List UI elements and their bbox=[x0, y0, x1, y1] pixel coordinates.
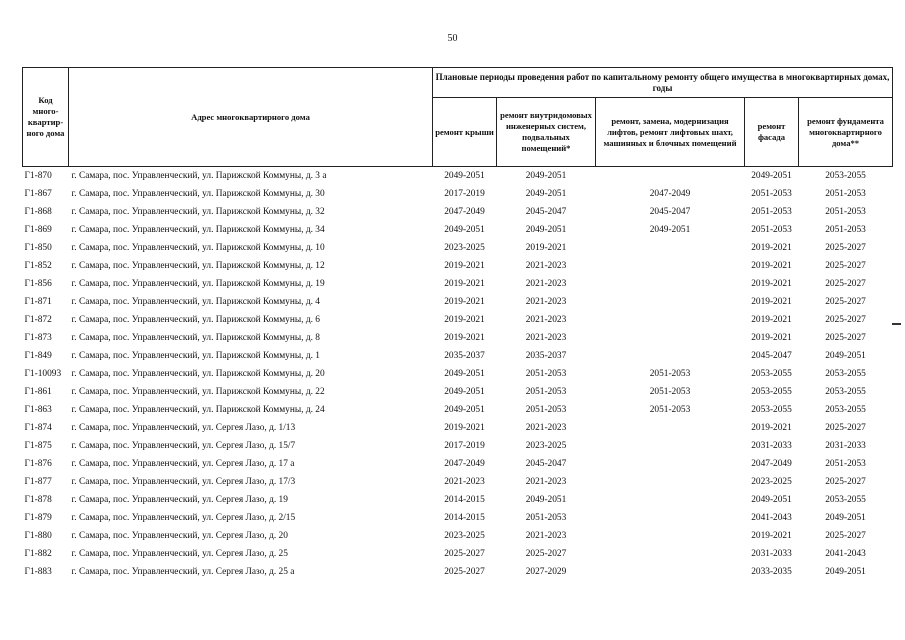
roof-period: 2017-2019 bbox=[444, 189, 485, 199]
systems-period: 2021-2023 bbox=[525, 333, 567, 343]
facade-period: 2053-2055 bbox=[751, 387, 792, 397]
house-address: г. Самара, пос. Управленческий, ул. Парижской Коммуны, д. 3 а bbox=[71, 171, 327, 181]
foundation-period: 2041-2043 bbox=[825, 549, 866, 559]
header-lifts: ремонт, замена, модернизация лифтов, ремонт лифтовых шахт, машинных и блочных помещений bbox=[596, 98, 745, 167]
lifts-period: 2047-2049 bbox=[649, 189, 691, 199]
lifts-period bbox=[596, 437, 745, 455]
house-address: г. Самара, пос. Управленческий, ул. Парижской Коммуны, д. 24 bbox=[71, 405, 325, 415]
house-address: г. Самара, пос. Управленческий, ул. Сергея Лазо, д. 17/3 bbox=[71, 477, 296, 487]
house-code: Г1-883 bbox=[24, 567, 52, 577]
facade-period: 2031-2033 bbox=[751, 549, 792, 559]
house-address: г. Самара, пос. Управленческий, ул. Парижской Коммуны, д. 8 bbox=[71, 333, 320, 343]
house-address: г. Самара, пос. Управленческий, ул. Сергея Лазо, д. 25 bbox=[71, 549, 288, 559]
table-row bbox=[23, 545, 893, 563]
systems-period: 2051-2053 bbox=[525, 387, 567, 397]
foundation-period: 2049-2051 bbox=[825, 567, 866, 577]
facade-period: 2031-2033 bbox=[751, 441, 792, 451]
table-row bbox=[23, 293, 893, 311]
lifts-period bbox=[596, 509, 745, 527]
house-address: г. Самара, пос. Управленческий, ул. Парижской Коммуны, д. 12 bbox=[71, 261, 325, 271]
facade-period: 2051-2053 bbox=[751, 225, 792, 235]
roof-period: 2023-2025 bbox=[444, 243, 485, 253]
systems-period: 2049-2051 bbox=[525, 495, 567, 505]
table-row bbox=[23, 419, 893, 437]
lifts-period bbox=[596, 275, 745, 293]
facade-period: 2019-2021 bbox=[751, 243, 792, 253]
header-roof: ремонт крыши bbox=[433, 98, 497, 167]
systems-period: 2023-2025 bbox=[525, 441, 567, 451]
house-address: г. Самара, пос. Управленческий, ул. Парижской Коммуны, д. 10 bbox=[71, 243, 325, 253]
foundation-period: 2051-2053 bbox=[825, 189, 866, 199]
lifts-period bbox=[596, 329, 745, 347]
roof-period: 2017-2019 bbox=[444, 441, 485, 451]
house-code: Г1-873 bbox=[24, 333, 52, 343]
lifts-period: 2045-2047 bbox=[649, 207, 691, 217]
systems-period: 2021-2023 bbox=[525, 297, 567, 307]
table-row bbox=[23, 239, 893, 257]
lifts-period bbox=[596, 491, 745, 509]
lifts-period bbox=[596, 293, 745, 311]
house-address: г. Самара, пос. Управленческий, ул. Парижской Коммуны, д. 20 bbox=[71, 369, 325, 379]
table-row bbox=[23, 383, 893, 401]
page-number: 50 bbox=[447, 33, 458, 44]
edge-mark bbox=[892, 323, 901, 325]
roof-period: 2049-2051 bbox=[444, 225, 485, 235]
table-row bbox=[23, 329, 893, 347]
roof-period: 2019-2021 bbox=[444, 261, 485, 271]
systems-period: 2027-2029 bbox=[525, 567, 567, 577]
header-facade: ремонт фасада bbox=[745, 98, 799, 167]
table-row bbox=[23, 527, 893, 545]
house-code: Г1-868 bbox=[24, 207, 52, 217]
house-code: Г1-876 bbox=[24, 459, 52, 469]
house-code: Г1-871 bbox=[24, 297, 52, 307]
house-address: г. Самара, пос. Управленческий, ул. Сергея Лазо, д. 25 а bbox=[71, 567, 295, 577]
facade-period: 2041-2043 bbox=[751, 513, 792, 523]
table-row bbox=[23, 167, 893, 186]
foundation-period: 2031-2033 bbox=[825, 441, 866, 451]
table-row bbox=[23, 473, 893, 491]
house-code: Г1-872 bbox=[24, 315, 52, 325]
systems-period: 2021-2023 bbox=[525, 531, 567, 541]
table-body bbox=[23, 167, 893, 582]
roof-period: 2049-2051 bbox=[444, 369, 485, 379]
facade-period: 2051-2053 bbox=[751, 189, 792, 199]
systems-period: 2051-2053 bbox=[525, 513, 567, 523]
house-code: Г1-867 bbox=[24, 189, 52, 199]
lifts-period bbox=[596, 563, 745, 581]
foundation-period: 2025-2027 bbox=[825, 261, 866, 271]
header-systems: ремонт внутридомовых инженерных систем, подвальных помещений* bbox=[497, 98, 596, 167]
roof-period: 2023-2025 bbox=[444, 531, 485, 541]
systems-period: 2021-2023 bbox=[525, 477, 567, 487]
roof-period: 2025-2027 bbox=[444, 567, 485, 577]
roof-period: 2049-2051 bbox=[444, 171, 485, 181]
foundation-period: 2053-2055 bbox=[825, 171, 866, 181]
house-code: Г1-877 bbox=[24, 477, 52, 487]
systems-period: 2051-2053 bbox=[525, 369, 567, 379]
roof-period: 2021-2023 bbox=[444, 477, 485, 487]
facade-period: 2019-2021 bbox=[751, 423, 792, 433]
table-row bbox=[23, 257, 893, 275]
foundation-period: 2025-2027 bbox=[825, 531, 866, 541]
foundation-period: 2025-2027 bbox=[825, 423, 866, 433]
roof-period: 2014-2015 bbox=[444, 513, 485, 523]
foundation-period: 2025-2027 bbox=[825, 477, 866, 487]
facade-period: 2049-2051 bbox=[751, 495, 792, 505]
roof-period: 2049-2051 bbox=[444, 387, 485, 397]
foundation-period: 2051-2053 bbox=[825, 225, 866, 235]
systems-period: 2035-2037 bbox=[525, 351, 567, 361]
house-address: г. Самара, пос. Управленческий, ул. Сергея Лазо, д. 15/7 bbox=[71, 441, 296, 451]
house-address: г. Самара, пос. Управленческий, ул. Сергея Лазо, д. 1/13 bbox=[71, 423, 296, 433]
house-code: Г1-10093 bbox=[24, 369, 62, 379]
facade-period: 2053-2055 bbox=[751, 405, 792, 415]
table-row bbox=[23, 347, 893, 365]
house-code: Г1-856 bbox=[24, 279, 52, 289]
house-code: Г1-869 bbox=[24, 225, 52, 235]
table-row bbox=[23, 203, 893, 221]
lifts-period bbox=[596, 239, 745, 257]
facade-period: 2023-2025 bbox=[751, 477, 792, 487]
table-row bbox=[23, 311, 893, 329]
lifts-period bbox=[596, 545, 745, 563]
roof-period: 2019-2021 bbox=[444, 333, 485, 343]
systems-period: 2049-2051 bbox=[525, 189, 567, 199]
lifts-period bbox=[596, 311, 745, 329]
lifts-period bbox=[596, 419, 745, 437]
foundation-period: 2025-2027 bbox=[825, 279, 866, 289]
foundation-period: 2025-2027 bbox=[825, 315, 866, 325]
foundation-period: 2051-2053 bbox=[825, 459, 866, 469]
lifts-period: 2049-2051 bbox=[649, 225, 691, 235]
lifts-period: 2051-2053 bbox=[649, 387, 691, 397]
house-code: Г1-880 bbox=[24, 531, 52, 541]
foundation-period: 2053-2055 bbox=[825, 369, 866, 379]
header-foundation: ремонт фундамента многоквартирного дома** bbox=[799, 98, 893, 167]
house-code: Г1-861 bbox=[24, 387, 52, 397]
house-address: г. Самара, пос. Управленческий, ул. Парижской Коммуны, д. 32 bbox=[71, 207, 325, 217]
systems-period: 2049-2051 bbox=[525, 225, 567, 235]
facade-period: 2051-2053 bbox=[751, 207, 792, 217]
header-code: Код много-квартир-ного дома bbox=[23, 68, 69, 167]
systems-period: 2021-2023 bbox=[525, 423, 567, 433]
house-address: г. Самара, пос. Управленческий, ул. Парижской Коммуны, д. 22 bbox=[71, 387, 325, 397]
roof-period: 2014-2015 bbox=[444, 495, 485, 505]
roof-period: 2019-2021 bbox=[444, 423, 485, 433]
lifts-period bbox=[596, 527, 745, 545]
house-code: Г1-879 bbox=[24, 513, 52, 523]
facade-period: 2019-2021 bbox=[751, 333, 792, 343]
facade-period: 2049-2051 bbox=[751, 171, 792, 181]
roof-period: 2035-2037 bbox=[444, 351, 485, 361]
roof-period: 2025-2027 bbox=[444, 549, 485, 559]
house-address: г. Самара, пос. Управленческий, ул. Парижской Коммуны, д. 19 bbox=[71, 279, 325, 289]
facade-period: 2019-2021 bbox=[751, 531, 792, 541]
header-address: Адрес многоквартирного дома bbox=[69, 68, 433, 167]
header-planned-periods: Плановые периоды проведения работ по капитальному ремонту общего имущества в многоквартирных домах, годы bbox=[433, 68, 893, 98]
facade-period: 2053-2055 bbox=[751, 369, 792, 379]
lifts-period: 2051-2053 bbox=[649, 369, 691, 379]
house-address: г. Самара, пос. Управленческий, ул. Сергея Лазо, д. 19 bbox=[71, 495, 288, 505]
facade-period: 2019-2021 bbox=[751, 279, 792, 289]
foundation-period: 2053-2055 bbox=[825, 495, 866, 505]
systems-period: 2021-2023 bbox=[525, 315, 567, 325]
foundation-period: 2049-2051 bbox=[825, 513, 866, 523]
house-code: Г1-878 bbox=[24, 495, 52, 505]
table-row bbox=[23, 185, 893, 203]
table-row bbox=[23, 275, 893, 293]
table-row bbox=[23, 491, 893, 509]
table-row bbox=[23, 221, 893, 239]
lifts-period bbox=[596, 473, 745, 491]
house-address: г. Самара, пос. Управленческий, ул. Парижской Коммуны, д. 6 bbox=[71, 315, 320, 325]
systems-period: 2049-2051 bbox=[525, 171, 567, 181]
systems-period: 2051-2053 bbox=[525, 405, 567, 415]
foundation-period: 2025-2027 bbox=[825, 243, 866, 253]
house-code: Г1-875 bbox=[24, 441, 52, 451]
foundation-period: 2025-2027 bbox=[825, 333, 866, 343]
systems-period: 2045-2047 bbox=[525, 207, 567, 217]
systems-period: 2021-2023 bbox=[525, 261, 567, 271]
house-address: г. Самара, пос. Управленческий, ул. Сергея Лазо, д. 20 bbox=[71, 531, 288, 541]
systems-period: 2025-2027 bbox=[525, 549, 567, 559]
house-code: Г1-874 bbox=[24, 423, 52, 433]
foundation-period: 2053-2055 bbox=[825, 405, 866, 415]
house-code: Г1-852 bbox=[24, 261, 52, 271]
repair-schedule-table bbox=[22, 67, 893, 581]
foundation-period: 2053-2055 bbox=[825, 387, 866, 397]
table-row bbox=[23, 365, 893, 383]
roof-period: 2019-2021 bbox=[444, 315, 485, 325]
house-address: г. Самара, пос. Управленческий, ул. Сергея Лазо, д. 17 а bbox=[71, 459, 295, 469]
roof-period: 2019-2021 bbox=[444, 279, 485, 289]
house-code: Г1-850 bbox=[24, 243, 52, 253]
roof-period: 2019-2021 bbox=[444, 297, 485, 307]
roof-period: 2047-2049 bbox=[444, 207, 485, 217]
facade-period: 2019-2021 bbox=[751, 261, 792, 271]
foundation-period: 2025-2027 bbox=[825, 297, 866, 307]
lifts-period bbox=[596, 167, 745, 186]
table-row bbox=[23, 401, 893, 419]
table-row bbox=[23, 455, 893, 473]
roof-period: 2047-2049 bbox=[444, 459, 485, 469]
roof-period: 2049-2051 bbox=[444, 405, 485, 415]
systems-period: 2021-2023 bbox=[525, 279, 567, 289]
house-address: г. Самара, пос. Управленческий, ул. Сергея Лазо, д. 2/15 bbox=[71, 513, 296, 523]
foundation-period: 2049-2051 bbox=[825, 351, 866, 361]
house-address: г. Самара, пос. Управленческий, ул. Парижской Коммуны, д. 4 bbox=[71, 297, 320, 307]
house-address: г. Самара, пос. Управленческий, ул. Парижской Коммуны, д. 30 bbox=[71, 189, 325, 199]
foundation-period: 2051-2053 bbox=[825, 207, 866, 217]
facade-period: 2019-2021 bbox=[751, 315, 792, 325]
lifts-period bbox=[596, 455, 745, 473]
house-address: г. Самара, пос. Управленческий, ул. Парижской Коммуны, д. 34 bbox=[71, 225, 325, 235]
facade-period: 2033-2035 bbox=[751, 567, 792, 577]
facade-period: 2045-2047 bbox=[751, 351, 792, 361]
lifts-period: 2051-2053 bbox=[649, 405, 691, 415]
table-row bbox=[23, 437, 893, 455]
systems-period: 2045-2047 bbox=[525, 459, 567, 469]
house-code: Г1-849 bbox=[24, 351, 52, 361]
house-code: Г1-863 bbox=[24, 405, 52, 415]
lifts-period bbox=[596, 347, 745, 365]
house-address: г. Самара, пос. Управленческий, ул. Парижской Коммуны, д. 1 bbox=[71, 351, 320, 361]
lifts-period bbox=[596, 257, 745, 275]
house-code: Г1-870 bbox=[24, 171, 52, 181]
facade-period: 2047-2049 bbox=[751, 459, 792, 469]
facade-period: 2019-2021 bbox=[751, 297, 792, 307]
table-row bbox=[23, 509, 893, 527]
table-row bbox=[23, 563, 893, 581]
house-code: Г1-882 bbox=[24, 549, 52, 559]
systems-period: 2019-2021 bbox=[525, 243, 567, 253]
